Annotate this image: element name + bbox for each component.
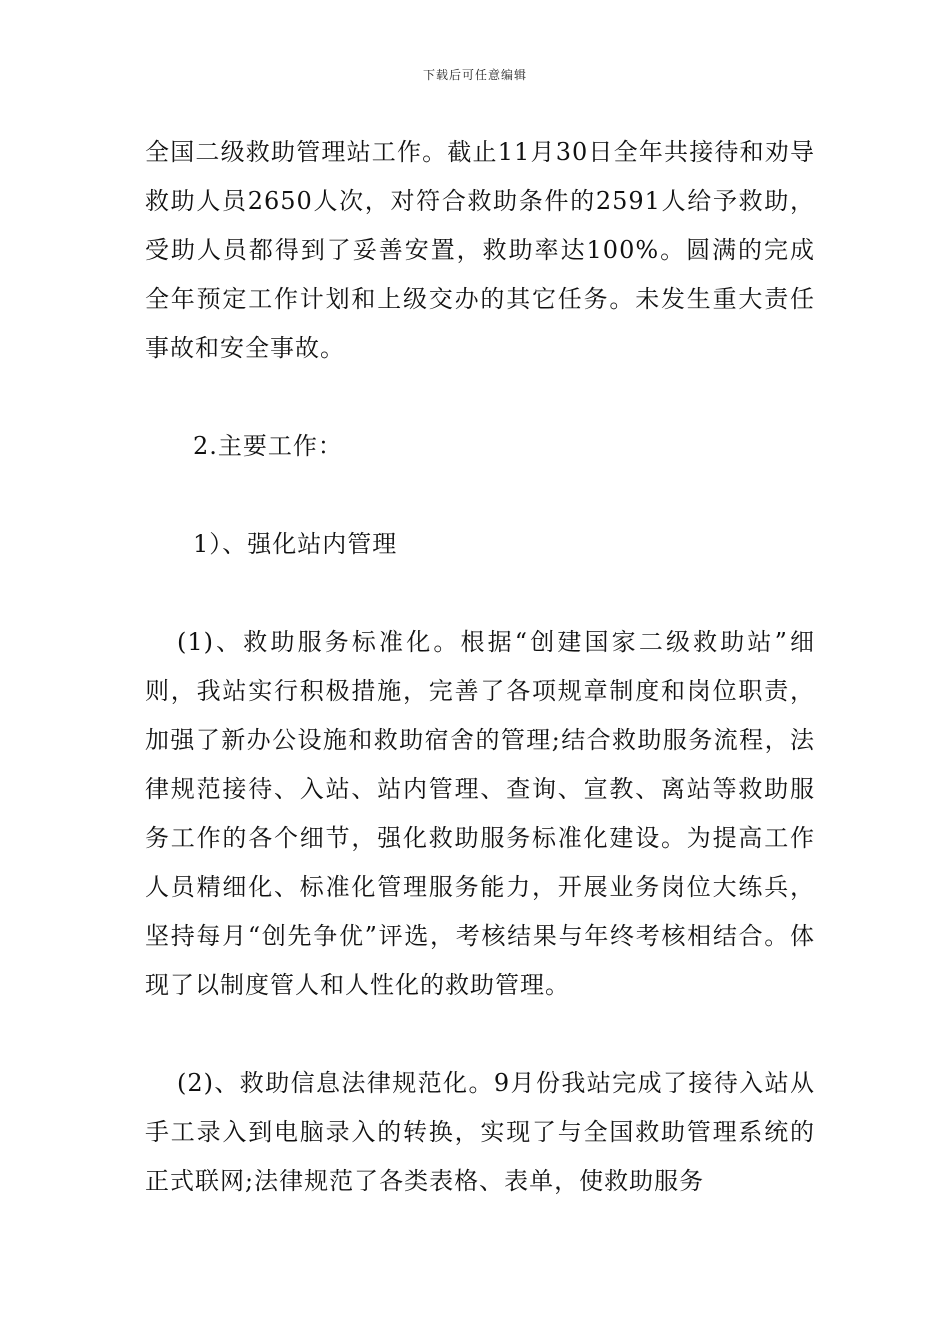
paragraph-gap [145,373,815,422]
paragraph-gap [145,471,815,520]
paragraph-gap [145,1010,815,1059]
document-body [145,128,815,1206]
paragraph-summary: 全国二级救助管理站工作。截止11月30日全年共接待和劝导救助人员2650人次，对符合救助条件的2591人给予救助，受助人员都得到了妥善安置，救助率达100%。圆满的完成全年预定工作计划和上级交办的其它任务。未发生重大责任事故和安全事故。 [145,138,815,362]
paragraph-gap [145,569,815,618]
paragraph-service-standardization: (1)、救助服务标准化。根据“创建国家二级救助站”细则，我站实行积极措施，完善了各项规章制度和岗位职责，加强了新办公设施和救助宿舍的管理;结合救助服务流程，法律规范接待、入站、站内管理、查询、宣教、离站等救助服务工作的各个细节，强化救助服务标准化建设。为提高工作人员精细化、标准化管理服务能力，开展业务岗位大练兵，坚持每月“创先争优”评选，考核结果与年终考核相结合。体现了以制度管人和人性化的救助管理。 [145,628,815,999]
subsection-heading-management: 1）、强化站内管理 [193,530,398,558]
paragraph-information-standardization: (2)、救助信息法律规范化。9月份我站完成了接待入站从手工录入到电脑录入的转换，实现了与全国救助管理系统的正式联网;法律规范了各类表格、表单，使救助服务 [145,1069,815,1195]
header-note: 下载后可任意编辑 [422,68,527,82]
section-heading-main-work: 2.主要工作： [193,432,343,460]
